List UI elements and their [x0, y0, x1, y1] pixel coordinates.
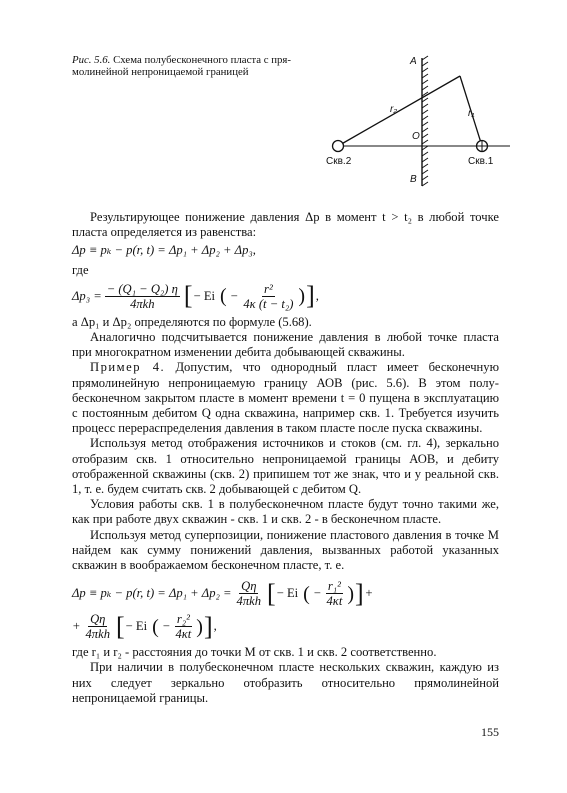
eq3-fraction	[235, 579, 264, 608]
eq3-denominator: 4πkh	[236, 594, 262, 609]
eq4-fraction	[84, 612, 113, 641]
well-2-symbol	[333, 141, 344, 152]
boundary-hatching	[422, 56, 428, 186]
main-text	[72, 210, 499, 706]
paragraph-7: Используя метод суперпозиции, понижение пластового давления в точке М найдем как сумму понижений давления, вызванных работой указанных скважин в воображаемом бесконечном пласте, т. е.	[72, 527, 499, 573]
equation-2: Δp₃ = $\frac{\text{− (Q₁ − Q₂) η}}{\text{4πkh}}$ [ − Ei ( − $\frac{\text{r²}}{\text{4κ (t − t₂)}}$ ) ] ,	[72, 281, 319, 311]
equation-3: Δp ≡ pₖ − p(r, t) = Δp₁ + Δp₂ = $\frac{Q\eta}{\text{4πkh}}$ [ − Ei ( − $\frac{\text{r₁²}}{4\kappa t}$ ) ] +	[72, 578, 374, 609]
caption-number: Рис. 5.6.	[72, 54, 111, 66]
paragraph-8: где r₁ и r₂ - расстояния до точки М от скв. 1 и скв. 2 соответственно.	[72, 645, 437, 660]
paragraph-3: Аналогично подсчитывается понижение давления в любой точке пласта при многократном изменении дебита добывающей скважины.	[72, 330, 499, 360]
label-r2: r₂	[390, 104, 398, 115]
eq4-lead: +	[72, 619, 81, 634]
eq3-numerator: Qη	[241, 579, 257, 594]
paragraph-2: а Δp₁ и Δp₂ определяются по формуле (5.68).	[72, 314, 312, 329]
where-label: где	[72, 262, 89, 277]
eq4-denominator: 4πkh	[85, 627, 110, 642]
page	[72, 0, 499, 793]
paragraph-9: При наличии в полубесконечном пласте нескольких скважин, каждую из них следует зеркально отобразить относительно прямолинейной непроницаемой границы.	[72, 660, 499, 705]
label-well-1: Скв.1	[468, 156, 494, 167]
paragraph-1: Результирующее понижение давления Δp в момент t > t₂ в любой точке пласта определяется из равенства:	[72, 210, 499, 240]
r2-ray	[338, 76, 460, 146]
caption-text: Схема полубесконечного пласта с пря- молинейной непроницаемой границей	[72, 54, 291, 78]
eq3-inner-denominator: 4κt	[326, 594, 343, 609]
eq4-numerator: Qη	[90, 612, 106, 627]
eq4-ei: − Ei	[125, 619, 148, 634]
eq3-end: +	[364, 586, 374, 601]
eq2-end: ,	[315, 288, 319, 303]
semi-infinite-reservoir-diagram	[324, 44, 524, 194]
eq3-inner-numerator: r₁²	[327, 579, 341, 594]
figure-caption	[72, 54, 334, 78]
eq2-inner-numerator: r²	[264, 281, 273, 296]
page-number: 155	[481, 725, 499, 739]
eq3-left: Δp ≡ pₖ − p(r, t) = Δp₁ + Δp₂ =	[72, 586, 232, 601]
label-well-2: Скв.2	[326, 156, 352, 167]
eq2-left: Δp₃ =	[72, 288, 102, 303]
eq4-inner-numerator: r₂²	[176, 612, 190, 627]
eq4-inner-fraction	[173, 612, 193, 641]
eq3-inner-fraction	[324, 579, 344, 608]
eq2-ei: − Ei	[193, 288, 216, 303]
example-heading: Пример 4.	[90, 360, 166, 375]
label-a: A	[410, 56, 417, 67]
eq2-numerator: − (Q₁ − Q₂) η	[106, 281, 178, 296]
eq2-denominator: 4πkh	[130, 296, 155, 311]
eq4-end: ,	[213, 619, 217, 634]
paragraph-4	[72, 360, 499, 436]
eq4-inner-denominator: 4κt	[175, 627, 192, 642]
label-r1: r₁	[468, 108, 475, 119]
eq2-inner-denominator: 4κ (t − t₂)	[243, 296, 294, 311]
equation-4: + $\frac{Q\eta}{\text{4πkh}}$ [ − Ei ( − $\frac{\text{r₂²}}{4\kappa t}$ ) ] ,	[72, 611, 217, 642]
eq2-inner-fraction	[241, 282, 295, 311]
paragraph-6: Условия работы скв. 1 в полубесконечном пласте будут точно такими же, как при работе двух скважин - скв. 1 и скв. 2 - в бесконечном пласте.	[72, 497, 499, 527]
figure-diagram	[324, 44, 524, 194]
paragraph-5: Используя метод отображения источников и стоков (см. гл. 4), зеркально отобразим скв. 1 относительно непроницаемой границы АОВ, и дебиту отображенной скважины (скв. 2) припишем тот же знак, что и у реальной скв. 1, т. е. будем считать скв. 2 добывающей с дебитом Q.	[72, 436, 499, 497]
label-o: O	[412, 131, 420, 142]
paragraph-4-text: Допустим, что однородный пласт имеет бесконечную прямолинейную непроницаемую границу АОВ (рис. 5.6). В этом полу-бесконечном закрытом пласте в момент времени t = 0 пущена в эксплуатацию с постоянным дебитом Q одна скважина, например скв. 1. Требуется изучить процесс перераспределения давления в таком пласте после пуска скважины.	[72, 360, 499, 436]
equation-1	[72, 243, 499, 258]
label-b: B	[410, 174, 417, 185]
eq2-fraction	[105, 282, 180, 311]
eq3-ei: − Ei	[276, 586, 299, 601]
equation-1-text: Δp ≡ pₖ − p(r, t) = Δp₁ + Δp₂ + Δp₃,	[72, 243, 256, 258]
